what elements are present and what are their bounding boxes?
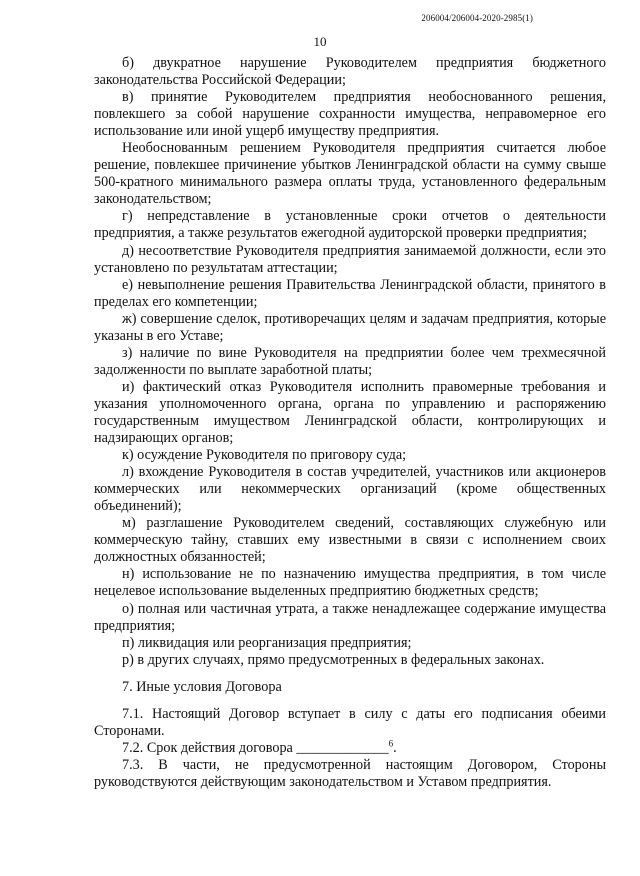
item-o: о) полная или частичная утрата, а также ненадлежащее содержание имущества предприятия; xyxy=(94,600,606,634)
clause-7-2 xyxy=(94,740,606,757)
item-z: з) наличие по вине Руководителя на предприятии более чем трехмесячной задолженности по выплате заработной платы; xyxy=(94,344,606,378)
item-g: г) непредставление в установленные сроки отчетов о деятельности предприятия, а также результатов ежегодной аудиторской проверки предприятия; xyxy=(94,208,606,242)
clause-7-2-period: . xyxy=(393,739,397,756)
item-v: в) принятие Руководителем предприятия необоснованного решения, повлекшего за собой нарушение сохранности имущества, неправомерное его использование или иной ущерб имуществу предприятия. xyxy=(94,89,606,140)
item-b: б) двукратное нарушение Руководителем предприятия бюджетного законодательства Российской Федерации; xyxy=(94,55,606,89)
clause-7-1: 7.1. Настоящий Договор вступает в силу с даты его подписания обеими Сторонами. xyxy=(94,705,606,739)
document-body xyxy=(94,55,606,791)
note-unjustified-decision: Необоснованным решением Руководителя предприятия считается любое решение, повлекшее причинение убытков Ленинградской области на сумму свыше 500-кратного минимального размера оплаты труда, установленного федеральным законодательством; xyxy=(94,140,606,208)
item-d: д) несоответствие Руководителя предприятия занимаемой должности, если это установлено по результатам аттестации; xyxy=(94,242,606,276)
clause-7-3: 7.3. В части, не предусмотренной настоящим Договором, Стороны руководствуются действующим законодательством и Уставом предприятия. xyxy=(94,756,606,790)
clause-7-2-text: 7.2. Срок действия договора _____________ xyxy=(122,739,389,756)
item-e: е) невыполнение решения Правительства Ленинградской области, принятого в пределах его компетенции; xyxy=(94,276,606,310)
item-i: и) фактический отказ Руководителя исполнить правомерные требования и указания уполномоченного органа, органа по управлению и распоряжению государственным имуществом Ленинградской области, контролирующих и надзирающих органов; xyxy=(94,378,606,447)
item-k: к) осуждение Руководителя по приговору суда; xyxy=(122,447,407,464)
item-m: м) разглашение Руководителем сведений, составляющих служебную или коммерческую тайну, ставших ему известными в связи с исполнением своих должностных обязанностей; xyxy=(94,515,606,566)
document-id: 206004/206004-2020-2985(1) xyxy=(421,13,533,23)
item-n: н) использование не по назначению имущества предприятия, в том числе нецелевое использование выделенных предприятию бюджетных средств; xyxy=(94,566,606,600)
item-l: л) вхождение Руководителя в состав учредителей, участников или акционеров коммерческих или некоммерческих организаций (кроме общественных объединений); xyxy=(94,464,606,515)
item-p: п) ликвидация или реорганизация предприятия; xyxy=(122,634,412,651)
item-zh: ж) совершение сделок, противоречащих целям и задачам предприятия, которые указаны в его Уставе; xyxy=(94,310,606,344)
section-title: 7. Иные условия Договора xyxy=(122,678,282,695)
item-r: р) в других случаях, прямо предусмотренных в федеральных законах. xyxy=(122,651,545,668)
footnote-marker: 6 xyxy=(388,738,394,749)
page-number: 10 xyxy=(313,34,327,49)
